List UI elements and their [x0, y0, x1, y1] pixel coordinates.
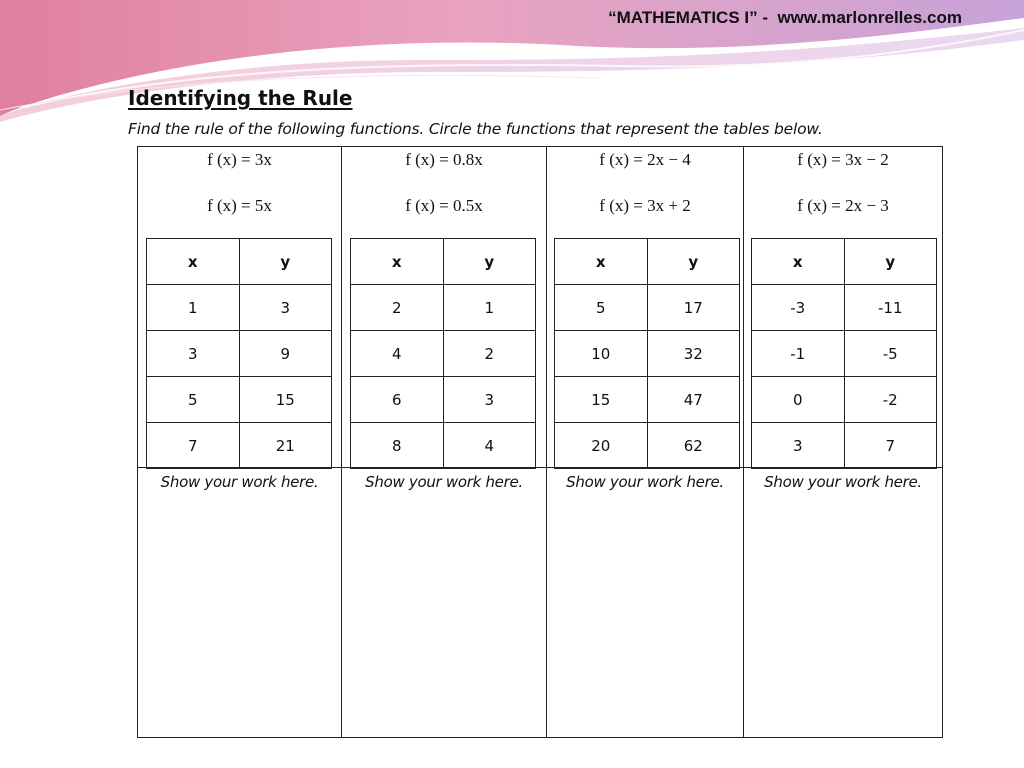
table-header-x: x [555, 239, 648, 285]
table-cell-y: 17 [647, 285, 740, 331]
worksheet-grid [137, 146, 943, 738]
table-cell-x: 20 [555, 423, 648, 469]
function-column [138, 147, 342, 737]
function-option[interactable]: f (x) = 5x [207, 196, 272, 215]
table-cell-y: 32 [647, 331, 740, 377]
table-cell-x: 5 [147, 377, 240, 423]
table-cell-x: 5 [555, 285, 648, 331]
table-cell-y: -5 [844, 331, 937, 377]
worksheet-instruction: Find the rule of the following functions. Circle the functions that represent the tables below. [128, 120, 823, 138]
table-cell-x: 4 [351, 331, 444, 377]
table-cell-x: 3 [147, 331, 240, 377]
table-cell-x: 0 [752, 377, 845, 423]
table-cell-y: 1 [443, 285, 536, 331]
table-cell-y: 21 [239, 423, 332, 469]
table-cell-y: 15 [239, 377, 332, 423]
table-cell-x: 7 [147, 423, 240, 469]
table-header-x: x [752, 239, 845, 285]
work-area-label: Show your work here. [764, 473, 922, 491]
table-cell-y: 62 [647, 423, 740, 469]
table-cell-x: 10 [555, 331, 648, 377]
work-area-label: Show your work here. [160, 473, 319, 491]
table-cell-x: 6 [351, 377, 444, 423]
xy-table [751, 238, 937, 469]
table-cell-x: 3 [752, 423, 845, 469]
function-column [744, 147, 942, 737]
table-header-x: x [147, 239, 240, 285]
xy-table [350, 238, 536, 469]
table-cell-y: -2 [844, 377, 937, 423]
table-cell-x: 8 [351, 423, 444, 469]
function-option[interactable]: f (x) = 3x − 2 [797, 150, 889, 169]
table-header-y: y [239, 239, 332, 285]
section-divider [547, 467, 743, 468]
table-cell-y: -11 [844, 285, 937, 331]
worksheet-title: Identifying the Rule [128, 86, 353, 110]
function-option[interactable]: f (x) = 3x + 2 [599, 196, 691, 215]
table-cell-y: 9 [239, 331, 332, 377]
table-cell-y: 47 [647, 377, 740, 423]
table-header-x: x [351, 239, 444, 285]
table-cell-y: 4 [443, 423, 536, 469]
xy-table [554, 238, 740, 469]
table-header-y: y [647, 239, 740, 285]
xy-table [146, 238, 332, 469]
table-cell-y: 3 [239, 285, 332, 331]
function-option[interactable]: f (x) = 0.8x [405, 150, 483, 169]
function-option[interactable]: f (x) = 2x − 4 [599, 150, 691, 169]
table-cell-x: 15 [555, 377, 648, 423]
table-header-y: y [443, 239, 536, 285]
table-cell-x: 1 [147, 285, 240, 331]
table-cell-y: 3 [443, 377, 536, 423]
header-title: “MATHEMATICS I” - www.marlonrelles.com [608, 8, 962, 27]
table-cell-x: -1 [752, 331, 845, 377]
function-column [547, 147, 744, 737]
section-divider [744, 467, 942, 468]
table-cell-y: 2 [443, 331, 536, 377]
function-option[interactable]: f (x) = 3x [207, 150, 272, 169]
table-cell-y: 7 [844, 423, 937, 469]
table-cell-x: 2 [351, 285, 444, 331]
work-area-label: Show your work here. [365, 473, 523, 491]
function-option[interactable]: f (x) = 2x − 3 [797, 196, 889, 215]
section-divider [138, 467, 341, 468]
function-column [342, 147, 547, 737]
table-header-y: y [844, 239, 937, 285]
table-cell-x: -3 [752, 285, 845, 331]
function-option[interactable]: f (x) = 0.5x [405, 196, 483, 215]
section-divider [342, 467, 546, 468]
work-area-label: Show your work here. [566, 473, 724, 491]
